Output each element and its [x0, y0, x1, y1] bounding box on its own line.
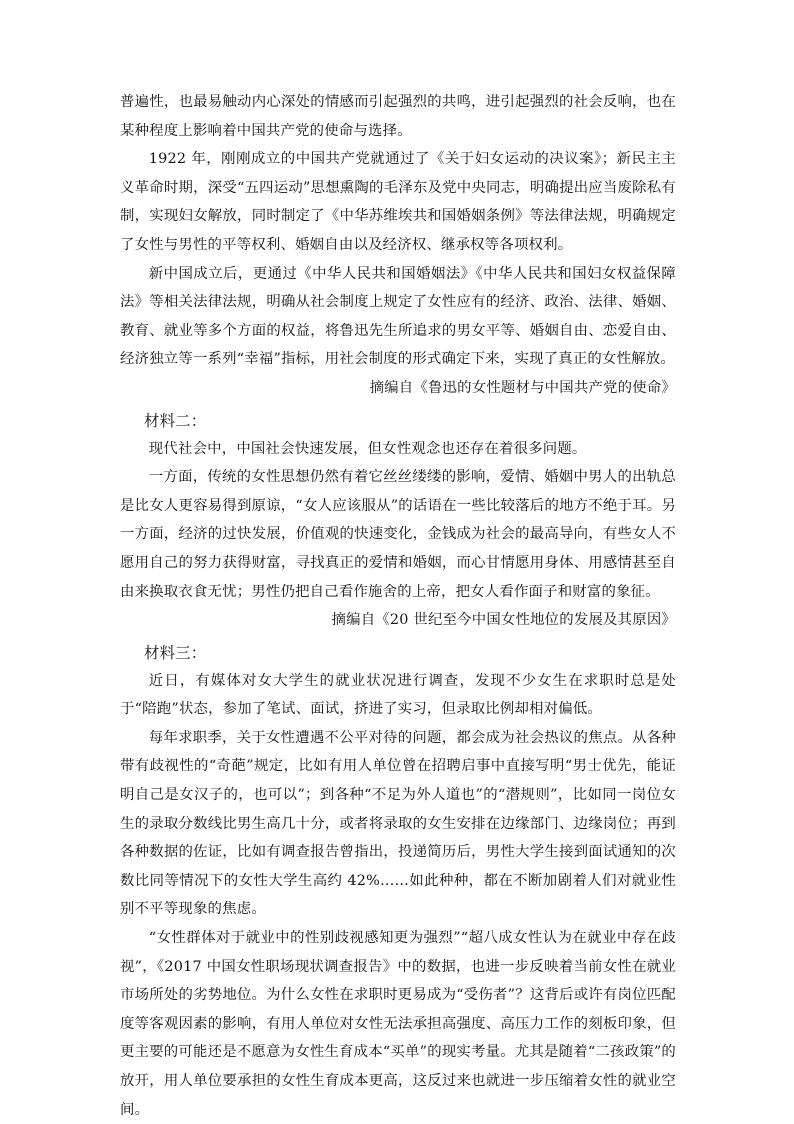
paragraph-material-2-intro: 现代社会中，中国社会快速发展，但女性观念也还存在着很多问题。 — [148, 440, 587, 457]
paragraph-new-china: 新中国成立后，更通过《中华人民共和国婚姻法》《中华人民共和国妇女权益保障法》等相关法律法规，明确从社会制度上规定了女性应有的经济、政治、法律、婚姻、教育、就业等多个方面的权益，将鲁迅先生所追求的男女平等、婚姻自由、恋爱自由、经济独立等一系列“幸福”指标，用社会制度的形式确定下来，实现了真正的女性解放。 — [120, 265, 676, 368]
section-heading-material-2: 材料二： — [144, 411, 207, 430]
source-citation-1: 摘编自《鲁迅的女性题材与中国共产党的使命》 — [369, 379, 676, 396]
source-citation-2: 摘编自《20 世纪至今中国女性地位的发展及其原因》 — [331, 612, 676, 629]
paragraph-material-3-survey: 近日，有媒体对女大学生的就业状况进行调查，发现不少女生在求职时总是处于“陪跑”状态，参加了笔试、面试，挤进了实习，但录取比例却相对偏低。 — [120, 672, 676, 718]
paragraph-continuation: 普遍性，也最易触动内心深处的情感而引起强烈的共鸣，进引起强烈的社会反响，也在某种程度上影响着中国共产党的使命与选择。 — [120, 94, 676, 139]
paragraph-material-3-job-season: 每年求职季，关于女性遭遇不公平对待的问题，都会成为社会热议的焦点。从各种带有歧视性的“奇葩”规定，比如有用人单位曾在招聘启事中直接写明“男士优先，能证明自己是女汉子的，也可以”；到各种“不足为外人道也”的“潜规则”，比如同一岗位女生的录取分数线比男生高几十分，或者将录取的女生安排在边缘部门、边缘岗位；再到各种数据的佐证，比如有调查报告曾指出，投递简历后，男性大学生接到面试通知的次数比同等情况下的女性大学生高约 42%……如此种种，都在不断加剧着人们对就业性别不平等现象的焦虑。 — [120, 729, 676, 918]
section-heading-material-3: 材料三： — [144, 643, 207, 662]
paragraph-1922: 1922 年，刚刚成立的中国共产党就通过了《关于妇女运动的决议案》；新民主主义革命时期，深受“五四运动”思想熏陶的毛泽东及党中央同志，明确提出应当废除私有制，实现妇女解放，同时制定了《中华苏维埃共和国婚姻条例》等法律法规，明确规定了女性与男性的平等权利、婚姻自由以及经济权、继承权等各项权利。 — [120, 151, 676, 253]
paragraph-material-2-body: 一方面，传统的女性思想仍然有着它丝丝缕缕的影响，爱情、婚姻中男人的出轨总是比女人更容易得到原谅，“女人应该服从”的话语在一些比较落后的地方不绝于耳。另一方面，经济的过快发展，价值观的快速变化，金钱成为社会的最高导向，有些女人不愿用自己的努力获得财富，寻找真正的爱情和婚姻，而心甘情愿用身体、用感情甚至自由来换取衣食无忧；男性仍把自己看作施舍的上帝，把女人看作面子和财富的象征。 — [120, 469, 676, 600]
document-body — [120, 88, 676, 1124]
paragraph-material-3-report: “女性群体对于就业中的性别歧视感知更为强烈”“超八成女性认为在就业中存在歧视”，《2017 中国女性职场现状调查报告》中的数据，也进一步反映着当前女性在就业市场所处的劣势地位。为什么女性在求职时更易成为“受伤者”？这背后或许有岗位匹配度等客观因素的影响，有用人单位对女性无法承担高强度、高压力工作的刻板印象，但更主要的可能还是不愿意为女性生育成本“买单”的现实考量。尤其是随着“二孩政策”的放开，用人单位要承担的女性生育成本更高，这反过来也就进一步压缩着女性的就业空间。 — [120, 930, 676, 1118]
